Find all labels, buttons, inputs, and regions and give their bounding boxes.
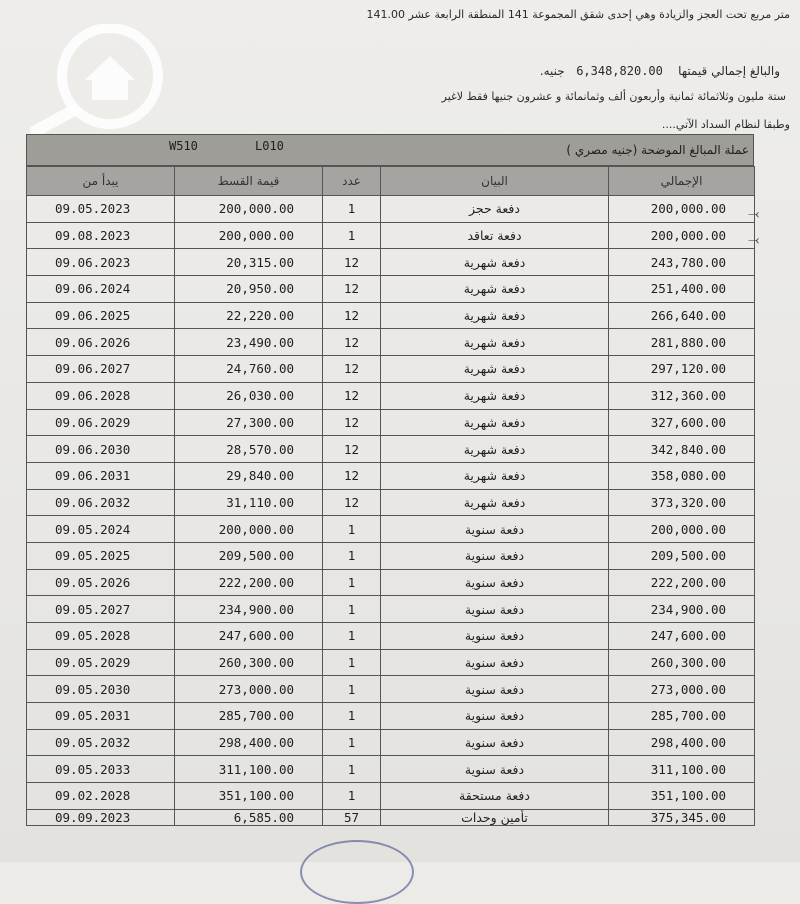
table-row (27, 542, 755, 569)
cell-description: دفعة شهرية (381, 356, 609, 383)
cell-installment: 260,300.00 (175, 649, 323, 676)
table-row (27, 276, 755, 303)
cell-installment: 285,700.00 (175, 703, 323, 730)
table-row (27, 329, 755, 356)
house-magnifier-icon (30, 24, 176, 136)
col-header-count: عدد (323, 167, 381, 196)
cell-installment: 273,000.00 (175, 676, 323, 703)
cell-installment: 23,490.00 (175, 329, 323, 356)
cell-total: 266,640.00 (609, 302, 755, 329)
table-row (27, 302, 755, 329)
cell-date: 09.05.2023 (27, 196, 175, 223)
cell-total: 298,400.00 (609, 729, 755, 756)
cell-date: 09.05.2028 (27, 623, 175, 650)
tick-mark-icon: ⤙ (748, 232, 760, 248)
cell-total: 251,400.00 (609, 276, 755, 303)
cell-date: 09.06.2031 (27, 462, 175, 489)
cell-count: 1 (323, 623, 381, 650)
code-2: L010 (255, 139, 284, 153)
cell-total: 243,780.00 (609, 249, 755, 276)
table-row (27, 222, 755, 249)
table-row (27, 729, 755, 756)
cell-date: 09.05.2031 (27, 703, 175, 730)
table-header-row (27, 167, 755, 196)
table-row (27, 649, 755, 676)
cell-date: 09.02.2028 (27, 783, 175, 810)
cell-date: 09.06.2026 (27, 329, 175, 356)
payment-system-line: وطبقا لنظام السداد الآتي.... (661, 118, 790, 131)
cell-count: 1 (323, 676, 381, 703)
cell-installment: 200,000.00 (175, 196, 323, 223)
cell-date: 09.06.2032 (27, 489, 175, 516)
cell-count: 12 (323, 356, 381, 383)
cell-date: 09.08.2023 (27, 222, 175, 249)
table-row (27, 462, 755, 489)
cell-description: دفعة شهرية (381, 382, 609, 409)
total-line (80, 64, 780, 78)
area-description: متر مربع تحت العجز والزيادة وهي إحدى شقق المجموعة 141 المنطقة الرابعة عشر (408, 8, 790, 21)
cell-count: 1 (323, 756, 381, 783)
cell-count: 57 (323, 809, 381, 825)
cell-total: 247,600.00 (609, 623, 755, 650)
cell-installment: 26,030.00 (175, 382, 323, 409)
cell-total: 342,840.00 (609, 436, 755, 463)
cell-date: 09.05.2025 (27, 542, 175, 569)
cell-total: 375,345.00 (609, 809, 755, 825)
cell-installment: 222,200.00 (175, 569, 323, 596)
cell-description: دفعة حجز (381, 196, 609, 223)
cell-date: 09.06.2025 (27, 302, 175, 329)
cell-description: تأمين وحدات (381, 809, 609, 825)
col-header-installment: قيمة القسط (175, 167, 323, 196)
cell-installment: 351,100.00 (175, 783, 323, 810)
cell-count: 1 (323, 783, 381, 810)
cell-description: دفعة تعاقد (381, 222, 609, 249)
col-header-description: البيان (381, 167, 609, 196)
cell-date: 09.06.2030 (27, 436, 175, 463)
table-row (27, 436, 755, 463)
table-row (27, 623, 755, 650)
cell-count: 12 (323, 249, 381, 276)
cell-description: دفعة مستحقة (381, 783, 609, 810)
cell-date: 09.06.2023 (27, 249, 175, 276)
cell-description: دفعة سنوية (381, 729, 609, 756)
tick-mark-icon: ⤙ (748, 206, 760, 222)
cell-description: دفعة شهرية (381, 489, 609, 516)
cell-total: 351,100.00 (609, 783, 755, 810)
cell-total: 234,900.00 (609, 596, 755, 623)
cell-date: 09.05.2026 (27, 569, 175, 596)
table-code-bar (26, 134, 754, 166)
area-line (120, 8, 790, 21)
cell-installment: 31,110.00 (175, 489, 323, 516)
cell-installment: 311,100.00 (175, 756, 323, 783)
payment-schedule (26, 134, 754, 826)
cell-date: 09.05.2027 (27, 596, 175, 623)
cell-total: 281,880.00 (609, 329, 755, 356)
stamp (300, 840, 414, 904)
cell-date: 09.05.2032 (27, 729, 175, 756)
table-row (27, 356, 755, 383)
cell-installment: 29,840.00 (175, 462, 323, 489)
cell-date: 09.06.2028 (27, 382, 175, 409)
total-amount: 6,348,820.00 (576, 64, 663, 78)
cell-total: 200,000.00 (609, 196, 755, 223)
cell-count: 1 (323, 542, 381, 569)
table-row (27, 703, 755, 730)
total-currency: جنيه. (539, 64, 565, 78)
cell-installment: 234,900.00 (175, 596, 323, 623)
cell-total: 200,000.00 (609, 222, 755, 249)
table-row (27, 196, 755, 223)
col-header-total: الإجمالي (609, 167, 755, 196)
cell-installment: 6,585.00 (175, 809, 323, 825)
cell-installment: 20,950.00 (175, 276, 323, 303)
cell-total: 200,000.00 (609, 516, 755, 543)
cell-count: 1 (323, 596, 381, 623)
col-header-date: يبدأ من (27, 167, 175, 196)
cell-total: 260,300.00 (609, 649, 755, 676)
cell-description: دفعة سنوية (381, 569, 609, 596)
cell-description: دفعة سنوية (381, 703, 609, 730)
cell-count: 1 (323, 516, 381, 543)
cell-count: 1 (323, 222, 381, 249)
cell-count: 1 (323, 703, 381, 730)
cell-description: دفعة شهرية (381, 462, 609, 489)
cell-installment: 20,315.00 (175, 249, 323, 276)
cell-description: دفعة سنوية (381, 649, 609, 676)
cell-installment: 200,000.00 (175, 222, 323, 249)
cell-description: دفعة شهرية (381, 302, 609, 329)
cell-installment: 247,600.00 (175, 623, 323, 650)
cell-total: 373,320.00 (609, 489, 755, 516)
cell-count: 1 (323, 649, 381, 676)
cell-count: 12 (323, 382, 381, 409)
code-1: W510 (169, 139, 198, 153)
table-row (27, 409, 755, 436)
table-row (27, 382, 755, 409)
cell-date: 09.09.2023 (27, 809, 175, 825)
cell-description: دفعة سنوية (381, 623, 609, 650)
cell-count: 12 (323, 302, 381, 329)
table-row (27, 249, 755, 276)
cell-installment: 209,500.00 (175, 542, 323, 569)
cell-description: دفعة شهرية (381, 249, 609, 276)
table-row (27, 809, 755, 825)
cell-installment: 22,220.00 (175, 302, 323, 329)
cell-total: 312,360.00 (609, 382, 755, 409)
cell-description: دفعة شهرية (381, 329, 609, 356)
cell-date: 09.05.2030 (27, 676, 175, 703)
cell-count: 1 (323, 196, 381, 223)
amount-in-words: ستة مليون وثلاثمائة ثمانية وأربعون ألف وثمانمائة و عشرون جنيها فقط لاغير (441, 90, 786, 103)
cell-date: 09.06.2027 (27, 356, 175, 383)
cell-description: دفعة شهرية (381, 276, 609, 303)
cell-count: 12 (323, 436, 381, 463)
cell-total: 273,000.00 (609, 676, 755, 703)
cell-count: 12 (323, 489, 381, 516)
cell-total: 222,200.00 (609, 569, 755, 596)
currency-note: عملة المبالغ الموضحة (جنيه مصري ) (566, 143, 749, 157)
cell-count: 1 (323, 569, 381, 596)
table-row (27, 516, 755, 543)
cell-description: دفعة شهرية (381, 409, 609, 436)
cell-count: 12 (323, 462, 381, 489)
cell-description: دفعة سنوية (381, 516, 609, 543)
cell-total: 209,500.00 (609, 542, 755, 569)
cell-date: 09.06.2024 (27, 276, 175, 303)
cell-description: دفعة سنوية (381, 596, 609, 623)
cell-installment: 298,400.00 (175, 729, 323, 756)
cell-count: 1 (323, 729, 381, 756)
table-row (27, 783, 755, 810)
cell-total: 297,120.00 (609, 356, 755, 383)
cell-description: دفعة سنوية (381, 756, 609, 783)
cell-installment: 200,000.00 (175, 516, 323, 543)
table-row (27, 676, 755, 703)
cell-date: 09.06.2029 (27, 409, 175, 436)
table-row (27, 756, 755, 783)
cell-date: 09.05.2033 (27, 756, 175, 783)
cell-installment: 27,300.00 (175, 409, 323, 436)
cell-installment: 28,570.00 (175, 436, 323, 463)
cell-description: دفعة سنوية (381, 676, 609, 703)
area-value: 141.00 (366, 8, 405, 21)
table-row (27, 489, 755, 516)
table-row (27, 596, 755, 623)
cell-description: دفعة سنوية (381, 542, 609, 569)
cell-installment: 24,760.00 (175, 356, 323, 383)
cell-date: 09.05.2024 (27, 516, 175, 543)
cell-count: 12 (323, 276, 381, 303)
cell-date: 09.05.2029 (27, 649, 175, 676)
cell-count: 12 (323, 409, 381, 436)
cell-description: دفعة شهرية (381, 436, 609, 463)
cell-total: 327,600.00 (609, 409, 755, 436)
cell-total: 358,080.00 (609, 462, 755, 489)
total-label: والبالغ إجمالي قيمتها (678, 64, 780, 78)
cell-count: 12 (323, 329, 381, 356)
schedule-table (26, 166, 755, 826)
cell-total: 311,100.00 (609, 756, 755, 783)
table-row (27, 569, 755, 596)
cell-total: 285,700.00 (609, 703, 755, 730)
